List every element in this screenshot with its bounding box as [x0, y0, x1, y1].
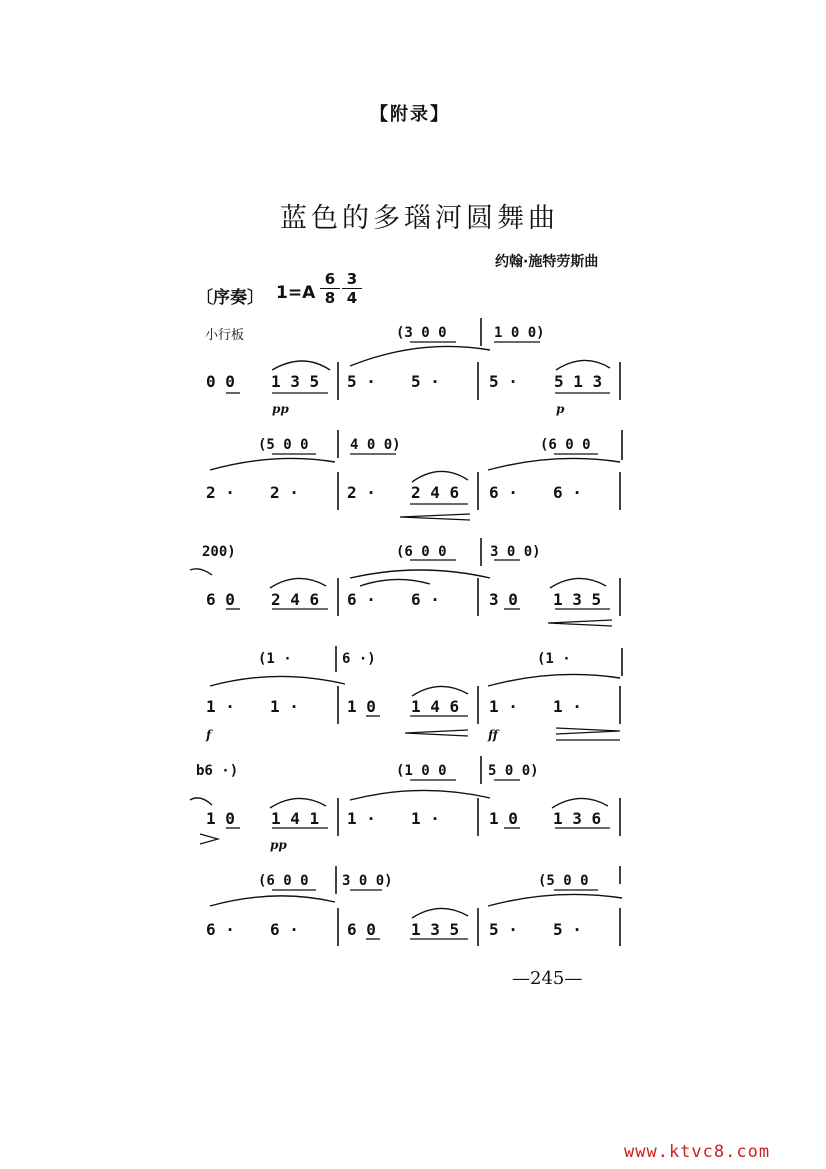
note-group: 2 4 6: [271, 590, 320, 609]
note-group: 6 0: [206, 590, 235, 609]
note-group: 1 0: [347, 697, 376, 716]
appendix-heading: 【附录】: [370, 104, 450, 125]
note-group: 1 0: [489, 809, 518, 828]
note-group: 1 3 6: [553, 809, 602, 828]
note-group: 6 ·: [206, 920, 235, 939]
key-signature: 1=A: [276, 283, 316, 303]
note-group: 5 ·: [553, 920, 582, 939]
note-group: 1 3 5: [553, 590, 602, 609]
note-group: 6 ·: [347, 590, 376, 609]
upper-note-group: (6 0 0: [396, 544, 447, 560]
time-signature-numerator: 3: [342, 270, 362, 289]
dynamic-marking: pp: [272, 402, 289, 416]
upper-note-group: 3 0 0): [342, 873, 393, 889]
rhythm-underlines: [226, 342, 610, 939]
time-signature-denominator: 4: [346, 289, 358, 307]
note-group: 1 3 5: [411, 920, 460, 939]
note-group: 5 1 3: [554, 372, 603, 391]
note-group: 2 ·: [206, 483, 235, 502]
note-group: 6 ·: [270, 920, 299, 939]
note-group: 1 ·: [206, 697, 235, 716]
upper-note-group: 200): [202, 544, 236, 560]
upper-note-group: (1 ·: [258, 651, 292, 667]
note-group: 1 ·: [489, 697, 518, 716]
note-group: 6 0: [347, 920, 376, 939]
note-group: 2 4 6: [411, 483, 460, 502]
note-group: 1 4 6: [411, 697, 460, 716]
upper-note-group: 1 0 0): [494, 325, 545, 341]
note-group: 5 ·: [489, 920, 518, 939]
upper-note-group: (5 0 0: [258, 437, 309, 453]
note-group: 1 4 1: [271, 809, 320, 828]
note-group: 6 ·: [553, 483, 582, 502]
note-group: 1 3 5: [271, 372, 320, 391]
note-group: 1 0: [206, 809, 235, 828]
note-group: 1 ·: [270, 697, 299, 716]
intro-label: 〔序奏〕: [196, 288, 264, 308]
upper-note-group: 3 0 0): [490, 544, 541, 560]
upper-note-group: (6 0 0: [540, 437, 591, 453]
note-group: 2 ·: [270, 483, 299, 502]
slurs: [190, 346, 622, 918]
time-signature-numerator: 6: [320, 270, 340, 289]
barlines: [336, 318, 622, 946]
composer-credit: 约翰·施特劳斯曲: [495, 254, 599, 270]
hairpins: [200, 514, 620, 844]
upper-note-group: 6 ·): [342, 651, 376, 667]
upper-note-group: (1 0 0: [396, 763, 447, 779]
upper-note-group: (3 0 0: [396, 325, 447, 341]
dynamic-marking: pp: [270, 838, 287, 852]
page-number: —245—: [512, 968, 583, 989]
tempo-marking: 小行板: [205, 328, 245, 343]
upper-note-group: 4 0 0): [350, 437, 401, 453]
upper-note-group: b6 ·): [196, 763, 239, 779]
note-group: 0 0: [206, 372, 235, 391]
note-group: 6 ·: [411, 590, 440, 609]
song-title: 蓝色的多瑙河圆舞曲: [280, 203, 559, 234]
note-group: 2 ·: [347, 483, 376, 502]
note-group: 5 ·: [489, 372, 518, 391]
time-signature-denominator: 8: [324, 289, 336, 307]
note-group: 1 ·: [347, 809, 376, 828]
dynamic-marking: f: [206, 728, 212, 742]
note-group: 5 ·: [411, 372, 440, 391]
upper-note-group: (6 0 0: [258, 873, 309, 889]
note-group: 3 0: [489, 590, 518, 609]
upper-note-group: 5 0 0): [488, 763, 539, 779]
dynamic-marking: ff: [488, 728, 498, 742]
upper-note-group: (5 0 0: [538, 873, 589, 889]
note-group: 1 ·: [411, 809, 440, 828]
upper-note-group: (1 ·: [537, 651, 571, 667]
watermark: www.ktvc8.com: [624, 1142, 771, 1162]
note-group: 6 ·: [489, 483, 518, 502]
dynamic-marking: p: [556, 402, 565, 416]
note-group: 1 ·: [553, 697, 582, 716]
note-group: 5 ·: [347, 372, 376, 391]
